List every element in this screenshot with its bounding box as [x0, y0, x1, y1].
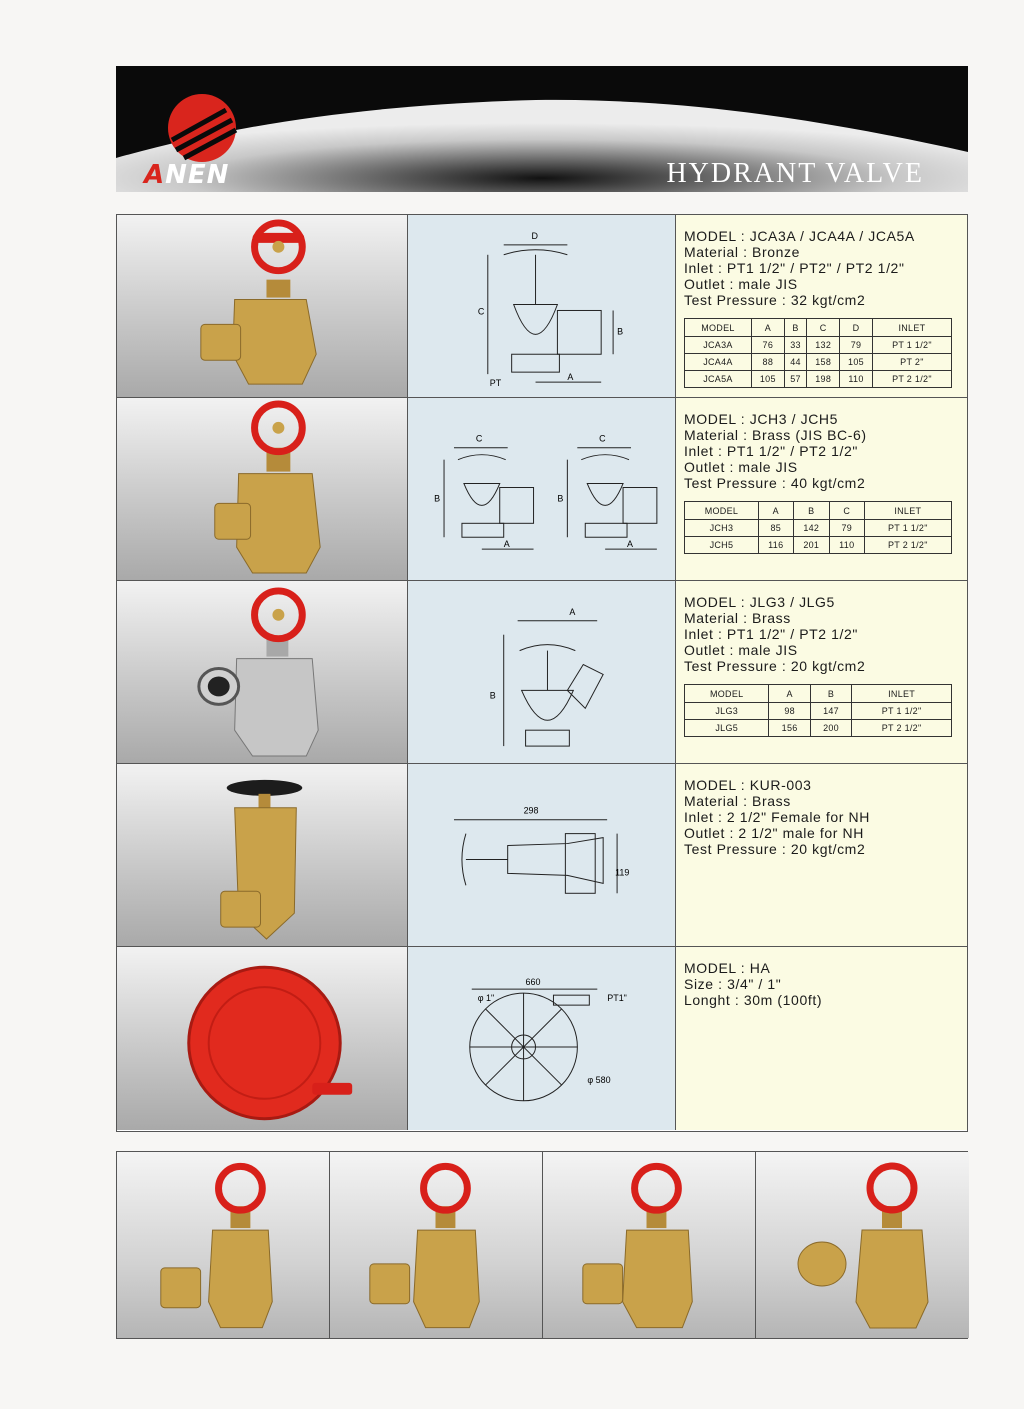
bottom-photo — [756, 1152, 969, 1338]
table-cell: 156 — [769, 720, 810, 737]
table-row — [685, 371, 952, 388]
table-cell: 147 — [810, 703, 851, 720]
table-cell: JLG5 — [685, 720, 769, 737]
pressure-line: Test Pressure : 32 kgt/cm2 — [684, 292, 866, 308]
drawing-label-length: 298 — [523, 805, 539, 816]
product-row-kur — [117, 764, 967, 947]
model-line: MODEL : HA — [684, 960, 771, 976]
table-header: B — [810, 685, 851, 703]
table-cell: 116 — [758, 537, 793, 554]
table-header: INLET — [852, 685, 952, 703]
table-header: MODEL — [685, 319, 752, 337]
drawing-label-a: A — [503, 539, 510, 550]
drawing-label-height: 119 — [615, 867, 630, 878]
bottom-photo — [117, 1152, 330, 1338]
model-line: MODEL : KUR-003 — [684, 777, 812, 793]
drawing-label-width: 660 — [525, 977, 541, 988]
table-header: MODEL — [685, 502, 759, 520]
table-cell: 57 — [784, 371, 807, 388]
table-cell: PT 1 1/2" — [852, 703, 952, 720]
table-header: B — [784, 319, 807, 337]
angle-valve-brass-3-icon — [543, 1152, 755, 1338]
model-line: MODEL : JLG3 / JLG5 — [684, 594, 835, 610]
table-cell: JCH5 — [685, 537, 759, 554]
table-cell: PT 2 1/2" — [864, 537, 951, 554]
hose-reel-red-icon — [117, 947, 407, 1130]
technical-drawing — [408, 215, 676, 397]
table-cell: 88 — [751, 354, 784, 371]
drawing-label-hose-diameter: φ 1" — [477, 993, 495, 1004]
product-photo — [117, 947, 408, 1130]
table-cell: 105 — [751, 371, 784, 388]
table-cell: 79 — [840, 337, 873, 354]
table-cell: 142 — [793, 520, 829, 537]
material-line: Material : Brass — [684, 610, 791, 626]
table-row — [685, 703, 952, 720]
table-cell: 33 — [784, 337, 807, 354]
table-header: C — [807, 319, 840, 337]
header-banner — [116, 66, 968, 192]
pressure-line: Test Pressure : 20 kgt/cm2 — [684, 841, 866, 857]
inlet-line: Inlet : 2 1/2" Female for NH — [684, 809, 870, 825]
spec-panel — [676, 398, 967, 580]
bottom-photo — [330, 1152, 543, 1338]
inlet-line: Inlet : PT1 1/2" / PT2 1/2" — [684, 626, 858, 642]
drawing-label-b: B — [557, 493, 564, 504]
drawing-label-c: C — [599, 433, 606, 444]
bottom-photo-strip — [116, 1151, 968, 1339]
drawing-label-connection: PT1" — [607, 993, 627, 1004]
table-cell: PT 2 1/2" — [852, 720, 952, 737]
table-cell: JCA4A — [685, 354, 752, 371]
table-header: INLET — [864, 502, 951, 520]
table-cell: 79 — [829, 520, 864, 537]
product-row-jlg — [117, 581, 967, 764]
outlet-line: Outlet : male JIS — [684, 459, 798, 475]
angle-valve-brass-1-icon — [117, 1152, 329, 1338]
spec-panel — [676, 764, 967, 946]
table-row — [685, 720, 952, 737]
drawing-label-a: A — [567, 372, 574, 383]
dimension-table — [684, 318, 952, 388]
brand-name: ANEN — [144, 160, 230, 190]
table-header: A — [758, 502, 793, 520]
spec-panel — [676, 947, 967, 1130]
page-title: HYDRANT VALVE — [666, 158, 924, 189]
spec-panel — [676, 581, 967, 763]
drawing-label-b: B — [617, 326, 624, 337]
table-header: A — [751, 319, 784, 337]
table-header: A — [769, 685, 810, 703]
table-cell: 132 — [807, 337, 840, 354]
drawing-jch-icon — [408, 398, 675, 580]
table-header: C — [829, 502, 864, 520]
model-line: MODEL : JCH3 / JCH5 — [684, 411, 839, 427]
gate-valve-brass-icon — [117, 764, 407, 946]
table-cell: 76 — [751, 337, 784, 354]
table-header: B — [793, 502, 829, 520]
material-line: Material : Bronze — [684, 244, 801, 260]
drawing-label-d: D — [531, 230, 539, 241]
angle-valve-brass-4-icon — [756, 1152, 969, 1338]
outlet-line: Outlet : male JIS — [684, 642, 798, 658]
table-cell: 110 — [840, 371, 873, 388]
table-cell: 85 — [758, 520, 793, 537]
drawing-label-reel-diameter: φ 580 — [587, 1074, 611, 1085]
dimension-table — [684, 501, 952, 554]
table-cell: JCH3 — [685, 520, 759, 537]
table-cell: JCA3A — [685, 337, 752, 354]
brand-logo-icon — [164, 90, 240, 166]
table-cell: 98 — [769, 703, 810, 720]
bottom-photo — [543, 1152, 756, 1338]
drawing-label-c: C — [477, 306, 485, 317]
drawing-label-b: B — [434, 493, 441, 504]
angle-hydrant-valve-brass-icon — [117, 398, 407, 580]
technical-drawing — [408, 947, 676, 1130]
table-cell: 44 — [784, 354, 807, 371]
product-row-jca — [117, 215, 967, 398]
product-grid — [116, 214, 968, 1132]
table-cell: JLG3 — [685, 703, 769, 720]
pressure-line: Test Pressure : 20 kgt/cm2 — [684, 658, 866, 674]
spec-panel — [676, 215, 967, 397]
pressure-line: Test Pressure : 40 kgt/cm2 — [684, 475, 866, 491]
inlet-line: Inlet : PT1 1/2" / PT2 1/2" — [684, 443, 858, 459]
product-photo — [117, 398, 408, 580]
product-row-ha — [117, 947, 967, 1130]
table-header: INLET — [872, 319, 951, 337]
technical-drawing — [408, 398, 676, 580]
angle-valve-brass-2-icon — [330, 1152, 542, 1338]
drawing-kur-icon — [408, 764, 675, 946]
table-cell: PT 1 1/2" — [872, 337, 951, 354]
table-cell: JCA5A — [685, 371, 752, 388]
table-cell: PT 2 1/2" — [872, 371, 951, 388]
model-line: MODEL : JCA3A / JCA4A / JCA5A — [684, 228, 915, 244]
product-photo — [117, 764, 408, 946]
drawing-label-pt: PT — [489, 378, 502, 389]
product-photo — [117, 215, 408, 397]
table-row — [685, 537, 952, 554]
technical-drawing — [408, 764, 676, 946]
table-cell: 158 — [807, 354, 840, 371]
dimension-table — [684, 684, 952, 737]
oblique-hydrant-valve-chrome-icon — [117, 581, 407, 763]
drawing-label-a: A — [627, 539, 633, 550]
table-row — [685, 337, 952, 354]
drawing-ha-icon — [408, 947, 675, 1130]
drawing-jca-icon — [408, 215, 675, 397]
table-cell: 198 — [807, 371, 840, 388]
size-line: Size : 3/4" / 1" — [684, 976, 782, 992]
drawing-jlg-icon — [408, 581, 675, 763]
drawing-label-a: A — [569, 606, 576, 617]
table-cell: 200 — [810, 720, 851, 737]
material-line: Material : Brass — [684, 793, 791, 809]
outlet-line: Outlet : 2 1/2" male for NH — [684, 825, 864, 841]
table-cell: 105 — [840, 354, 873, 371]
table-header: MODEL — [685, 685, 769, 703]
technical-drawing — [408, 581, 676, 763]
table-row — [685, 520, 952, 537]
drawing-label-b: B — [489, 690, 496, 701]
table-cell: PT 2" — [872, 354, 951, 371]
table-cell: 110 — [829, 537, 864, 554]
table-cell: PT 1 1/2" — [864, 520, 951, 537]
material-line: Material : Brass (JIS BC-6) — [684, 427, 867, 443]
drawing-label-c: C — [475, 433, 483, 444]
outlet-line: Outlet : male JIS — [684, 276, 798, 292]
table-row — [685, 354, 952, 371]
inlet-line: Inlet : PT1 1/2" / PT2" / PT2 1/2" — [684, 260, 905, 276]
angle-hydrant-valve-bronze-icon — [117, 215, 407, 397]
table-cell: 201 — [793, 537, 829, 554]
product-photo — [117, 581, 408, 763]
table-header: D — [840, 319, 873, 337]
product-row-jch — [117, 398, 967, 581]
length-line: Longht : 30m (100ft) — [684, 992, 823, 1008]
